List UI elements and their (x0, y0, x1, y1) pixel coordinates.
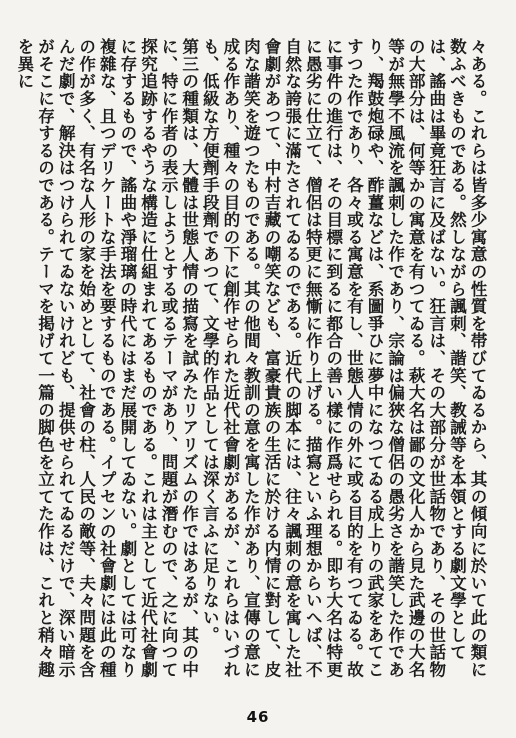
paragraph-continued: 々ある。これらは皆多少寓意の性質を帯びてゐるから、其の傾向に於いて此の類に数ふべきものである。然しながら諷刺、諧笑、教誡等を本領とする劇文學としては、謠曲は畢竟狂言に及ばない。狂言は、その大部分が世話物であり、その世話物の大部分は、何等かの寓意を有つてゐる。萩大名は鄙の文化人から見た武邊の大名等が無學不風流を諷刺した作であり、宗論は偏狹な僧侶の愚劣さを諧笑した作であり、羯鼓炮碌や、酢薑などは、系圖爭ひに夢中になつてゐる成上りの武家をあてこすつた作であり、各々或る寓意を有し、世態人情の外に或る目的を有つてゐる。故に事件の進行は、その目標に到るに都合の善い樣に作爲せられる。即ち大名は特更に愚劣に仕立て、僧侶は特更に無慚に作り上げる。描寫といふ理想からいへば、不自然な誇張に滿たされてゐるのである。近代の脚本には、往々諷刺の意を寓した社會劇があつて、中村吉藏の嘲笑なども、富豪貴族の生活に於ける内情に對して、皮肉な諧笑を遊つたものである。其の他間々教訓の意を寓した作があり、宣傳の意に成る作あり、種々の目的の下に創作せられた近代社會劇があるが、これらはいづれも、低級な方便劑手段劑であつて、文學的作品としては深く言ふに足りない。 (200, 38, 488, 679)
vertical-text-body (14, 38, 488, 694)
page-number: 46 (246, 708, 270, 726)
paragraph-third-category: 第三の種類は、大體は世態人情の描寫を試みたリアリズムの作ではあるが、其の中に、特に作者の表示しようとする或るテーマがあり、問題が潛むので、之に向つて探究追跡するやうな構造に仕組まれてあるものである。これは主として近代社會劇に存するもので、謠曲や淨瑠璃の時代にはまだ展開してゐない。劇としては可なり複雜な、且つデリケートな手法を要するものである。イプセンの社會劇には此の種の作が多く、有名な人形の家を始めとして、社會の柱、人民の敵等、夫々問題を含んだ劇で、解決はつけられてゐないけれども、提供せられてゐるだけで、深い暗示がそこに存するのである。テーマを掲げて一篇の脚色を立てた作は、これと稍々趣を異に (14, 38, 200, 679)
